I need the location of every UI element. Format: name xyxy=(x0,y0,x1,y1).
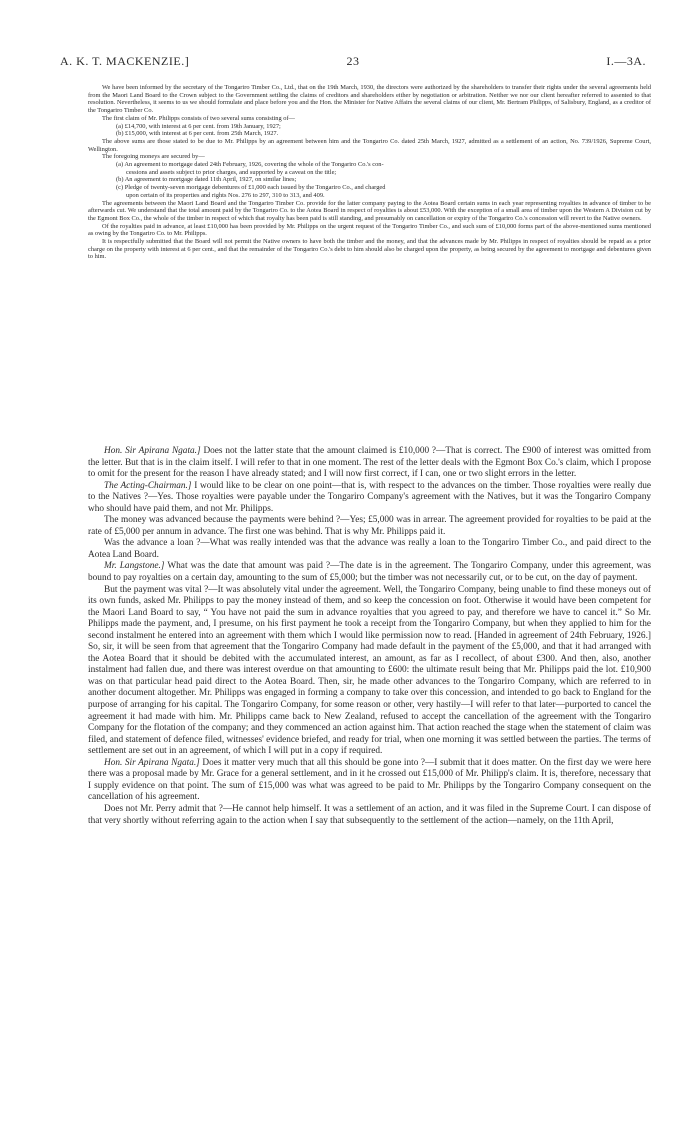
page-number: 23 xyxy=(346,54,360,68)
evidence-paragraph: But the payment was vital ?—It was absolutely vital under the agreement. Well, the Tongariro Company, being unable to find these moneys out of its own funds, asked Mr. Philipps to pay the money instead of them, and so keep the concession on foot. Otherwise it would have been competent for the Maori Land Board to say, “ You have not paid the sum in advance royalties that you agreed to pay, and therefore we have to cancel it.” So Mr. Philipps made the payment, and, I presume, on his first payment he took a receipt from the Tongariro Company, but when they applied to him for the second instalment he entered into an agreement with them which I would like permission now to read. [Handed in agreement of 24th February, 1926.] So, sir, it will be seen from that agreement that the Tongariro Company had made default in the payment of the £5,000, and that it had arranged with the Aotea Board that it should be debited with the accumulated interest, an amount, as far as I recollect, of about £300. And then, also, another instalment had fallen due, and there was interest overdue on that amounting to £600: the ultimate result being that Mr. Philipps paid the lot. £10,900 was on that particular head paid direct to the Aotea Board. Then, sir, he made other advances to the Tongariro Company, which are referred to in another document altogether. Mr. Philipps was engaged in forming a company to take over this concession, and intended to go back to England for the purpose of arranging for his capital. The Tongariro Company, for some reason or other, very hastily—I will refer to that later—purported to cancel the agreement it had made with him. Mr. Philipps came back to New Zealand, refused to accept the cancellation of the agreement with the Tongariro Company for the flotation of the company; and they commenced an action against him. That action reached the stage when the statement of claim was filed, and statement of defence filed, witnesses' evidence briefed, and ready for trial, when one morning it was settled between the parties. The terms of settlement are set out in an agreement, of which I will put in a copy if required. xyxy=(88,584,651,757)
quoted-letter xyxy=(88,84,651,261)
running-header xyxy=(60,54,646,74)
claim-item-b: (b) £15,000, with interest at 6 per cent. from 25th March, 1927. xyxy=(116,130,279,138)
header-witness-name: A. K. T. MACKENZIE.] xyxy=(60,54,190,68)
letter-paragraph: The first claim of Mr. Philipps consists of two several sums consisting of— xyxy=(102,114,295,122)
speaker-name: Hon. Sir Apirana Ngata.] xyxy=(104,446,201,456)
evidence-paragraph xyxy=(88,758,651,804)
evidence-paragraph xyxy=(88,481,651,516)
security-item-c-continuation: upon certain of its properties and rights Nos. 276 to 297, 310 to 313, and 409. xyxy=(126,191,325,199)
security-item-c xyxy=(88,184,651,199)
speaker-name: Mr. Langstone.] xyxy=(104,561,165,572)
security-item-c-line: (c) Pledge of twenty-seven mortgage debentures of £1,000 each issued by the Tongariro Co., and charged xyxy=(116,184,386,192)
security-item-a-line: (a) An agreement to mortgage dated 24th February, 1926, covering the whole of the Tongariro Co.'s con- xyxy=(116,161,384,169)
security-item-a xyxy=(88,161,651,176)
security-item-a-continuation: cessions and assets subject to prior charges, and supported by a caveat on the title; xyxy=(126,168,337,176)
evidence-text: What was the date that amount was paid ?—The date is in the agreement. The Tongariro Company, under this agreement, was bound to pay royalties on a certain day, amounting to the sum of £5,000; but the timber was not necessarily cut, or to be cut, on the day of payment. xyxy=(88,561,651,584)
evidence-paragraph xyxy=(88,446,651,481)
evidence-paragraph: Does not Mr. Perry admit that ?—He cannot help himself. It was a settlement of an action, and it was filed in the Supreme Court. I can dispose of that very shortly without referring again to the action when I say that subsequently to the settlement of the action—namely, on the 11th April, xyxy=(88,803,651,826)
security-item-b: (b) An agreement to mortgage dated 11th April, 1927, on similar lines; xyxy=(116,176,297,184)
document-reference: I.—3A. xyxy=(606,54,646,68)
speaker-name: The Acting-Chairman.] xyxy=(104,480,192,491)
letter-paragraph: It is respectfully submitted that the Board will not permit the Native owners to have both the timber and the money, and that the advances made by Mr. Philipps in respect of royalties should be repaid as a prior charge on the property with interest at 6 per cent., and that the remainder of the Tongariro Co.'s debt to him should also be charged upon the property, as being secured by the agreement to mortgage and debentures given to him. xyxy=(88,238,651,261)
evidence-transcript xyxy=(88,446,651,827)
evidence-text: I would like to be clear on one point—that is, with respect to the advances on the timber. Those royalties were really due to the Natives ?—Yes. Those royalties were payable under the Tongariro Company's agreement with the Natives, but it was the Tongariro Company who should have paid them, and not Mr. Philipps. xyxy=(88,480,651,514)
letter-paragraph: The above sums are those stated to be due to Mr. Philipps by an agreement between him and the Tongariro Co. dated 25th March, 1927, admitted as a settlement of an action, No. 739/1926, Supreme Court, Wellington. xyxy=(88,137,651,153)
evidence-text: Does not the latter state that the amount claimed is £10,000 ?—That is correct. The £900 of interest was omitted from the letter. But that is in the claim itself. I will refer to that in one moment. The rest of the letter deals with the Egmont Box Co.'s claim, which I propose to omit for the present for the reason I have already stated; and I will now first correct, if I can, one or two slight errors in the letter. xyxy=(88,446,651,480)
letter-paragraph: The foregoing moneys are secured by— xyxy=(102,153,205,161)
evidence-paragraph xyxy=(88,561,651,584)
speaker-name: Hon. Sir Apirana Ngata.] xyxy=(104,757,200,768)
evidence-paragraph: The money was advanced because the payments were behind ?—Yes; £5,000 was in arrear. The agreement provided for royalties to be paid at the rate of £5,000 per annum in advance. The first one was behind. That is why Mr. Philipps paid it. xyxy=(88,515,651,537)
evidence-text: Does it matter very much that all this should be gone into ?—I submit that it does matter. On the first day we were here there was a proposal made by Mr. Grace for a general settlement, and in it he crossed out £15,000 of Mr. Philipp's claim. It is, therefore, necessary that I supply evidence on that point. The sum of £15,000 was what was agreed to be paid to Mr. Philipps by the Tongariro Company consequent on the cancellation of his agreement. xyxy=(88,757,652,803)
evidence-paragraph: Was the advance a loan ?—What was really intended was that the advance was really a loan to the Tongariro Timber Co., and paid direct to the Aotea Land Board. xyxy=(88,538,651,560)
letter-paragraph: Of the royalties paid in advance, at least £10,000 has been provided by Mr. Philipps on the urgent request of the Tongariro Timber Co., and such sum of £10,000 forms part of the above-mentioned sums mentioned as owing by the Tongariro Co. to Mr. Philipps. xyxy=(88,222,651,238)
claim-item-a: (a) £14,700, with interest at 6 per cent. from 19th January, 1927; xyxy=(116,122,281,130)
letter-paragraph: We have been informed by the secretary of the Tongariro Timber Co., Ltd., that on the 19th March, 1930, the directors were authorized by the shareholders to transfer their rights under the several agreements held from the Maori Land Board to the Crown subject to the Government settling the claims of creditors and shareholders either by negotiation or arbitration. Neither we nor our client hereafter referred to assented to that resolution. Nevertheless, it seems to us we should formulate and place before you and the Hon. the Minister for Native Affairs the several claims of our client, Mr. Bertram Philipps, of Salisbury, England, as a creditor of the Tongariro Timber Co. xyxy=(88,84,651,115)
letter-paragraph: The agreements between the Maori Land Board and the Tongariro Timber Co. provide for the latter company paying to the Aotea Board certain sums in each year representing royalties in advance of timber to be afterwards cut. We understand that the total amount paid by the Tongariro Co. to the Aotea Board in respect of royalties is about £53,000. With the exception of a small area of timber upon the Western A Division cut by the Egmont Box Co., the whole of the timber in respect of which that royalty has been paid is still standing, and presumably on cancellation or expiry of the Tongariro Co.'s concession will revert to the Native owners. xyxy=(88,199,651,222)
